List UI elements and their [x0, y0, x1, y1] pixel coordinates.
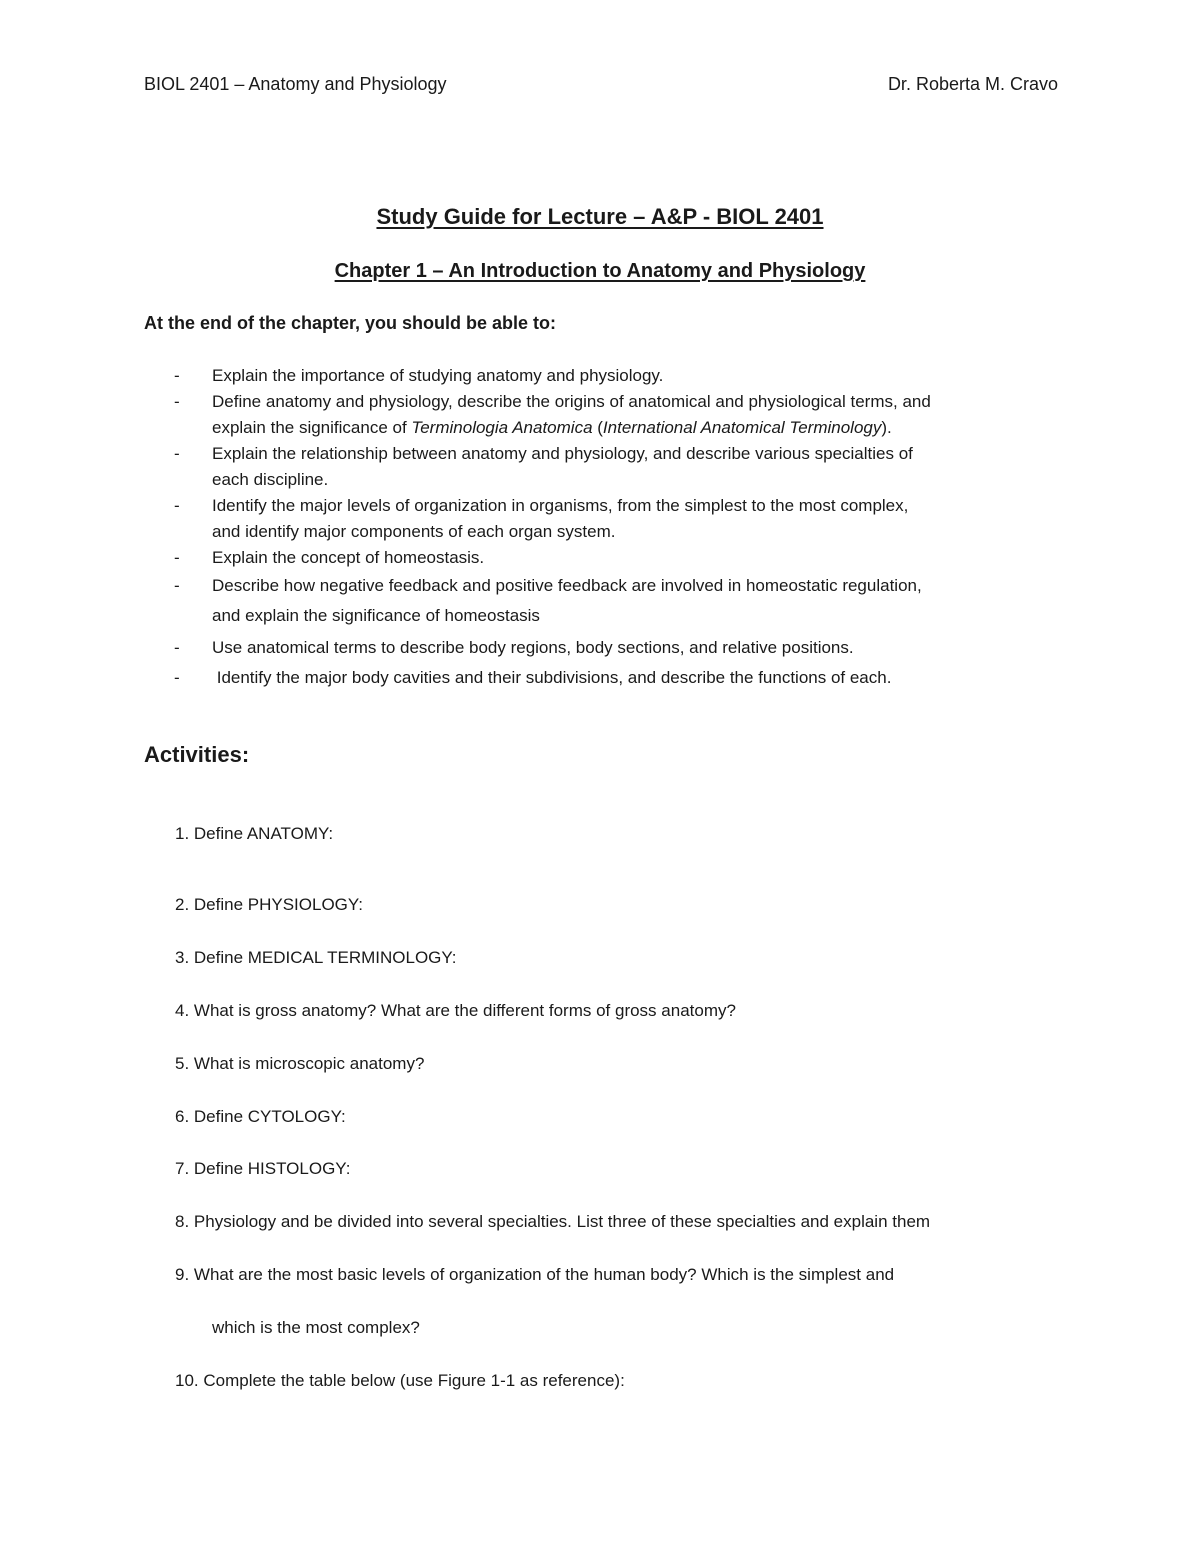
chapter-title: Chapter 1 – An Introduction to Anatomy and Physiology	[334, 260, 866, 282]
dash-bullet: -	[174, 366, 180, 385]
objective-item: - Describe how negative feedback and positive feedback are involved in homeostatic regulation, and explain the significance of homeostasis	[144, 571, 1064, 631]
header-instructor: Dr. Roberta M. Cravo	[887, 74, 1058, 94]
dash-bullet: -	[174, 576, 180, 595]
header-course: BIOL 2401 – Anatomy and Physiology	[144, 74, 447, 94]
question-7: 7. Define HISTOLOGY:	[175, 1159, 351, 1178]
question-9-continuation: which is the most complex?	[212, 1318, 420, 1337]
page-title: Study Guide for Lecture – A&P - BIOL 2401	[376, 204, 824, 229]
question-4: 4. What is gross anatomy? What are the different forms of gross anatomy?	[175, 1001, 736, 1020]
question-6: 6. Define CYTOLOGY:	[175, 1107, 346, 1126]
activities-heading: Activities:	[144, 742, 250, 767]
dash-bullet: -	[174, 638, 180, 657]
objective-item: - Explain the importance of studying anatomy and physiology.	[144, 363, 1064, 389]
dash-bullet: -	[174, 548, 180, 567]
dash-bullet: -	[174, 496, 180, 515]
question-3: 3. Define MEDICAL TERMINOLOGY:	[175, 948, 457, 967]
dash-bullet: -	[174, 392, 180, 411]
objective-item: - Use anatomical terms to describe body regions, body sections, and relative positions.	[144, 635, 1064, 661]
objectives-list	[144, 363, 1064, 691]
objective-item: - Define anatomy and physiology, describe the origins of anatomical and physiological terms, and explain the significance of Terminologia Anatomica (International Anatomical Terminology).	[144, 389, 1064, 441]
question-9: 9. What are the most basic levels of organization of the human body? Which is the simplest and	[175, 1265, 895, 1284]
objectives-intro: At the end of the chapter, you should be able to:	[144, 313, 557, 333]
question-1: 1. Define ANATOMY:	[175, 824, 334, 843]
objective-item: - Explain the concept of homeostasis.	[144, 545, 1064, 571]
question-5: 5. What is microscopic anatomy?	[175, 1054, 425, 1073]
question-2: 2. Define PHYSIOLOGY:	[175, 895, 364, 914]
objective-item: - Identify the major body cavities and their subdivisions, and describe the functions of each.	[144, 665, 1064, 691]
objective-item: - Explain the relationship between anatomy and physiology, and describe various specialties of each discipline.	[144, 441, 1064, 493]
dash-bullet: -	[174, 444, 180, 463]
objective-item: - Identify the major levels of organization in organisms, from the simplest to the most complex, and identify major components of each organ system.	[144, 493, 1064, 545]
question-10: 10. Complete the table below (use Figure 1-1 as reference):	[175, 1371, 625, 1390]
dash-bullet: -	[174, 668, 180, 687]
question-8: 8. Physiology and be divided into several specialties. List three of these specialties and explain them	[175, 1212, 931, 1231]
